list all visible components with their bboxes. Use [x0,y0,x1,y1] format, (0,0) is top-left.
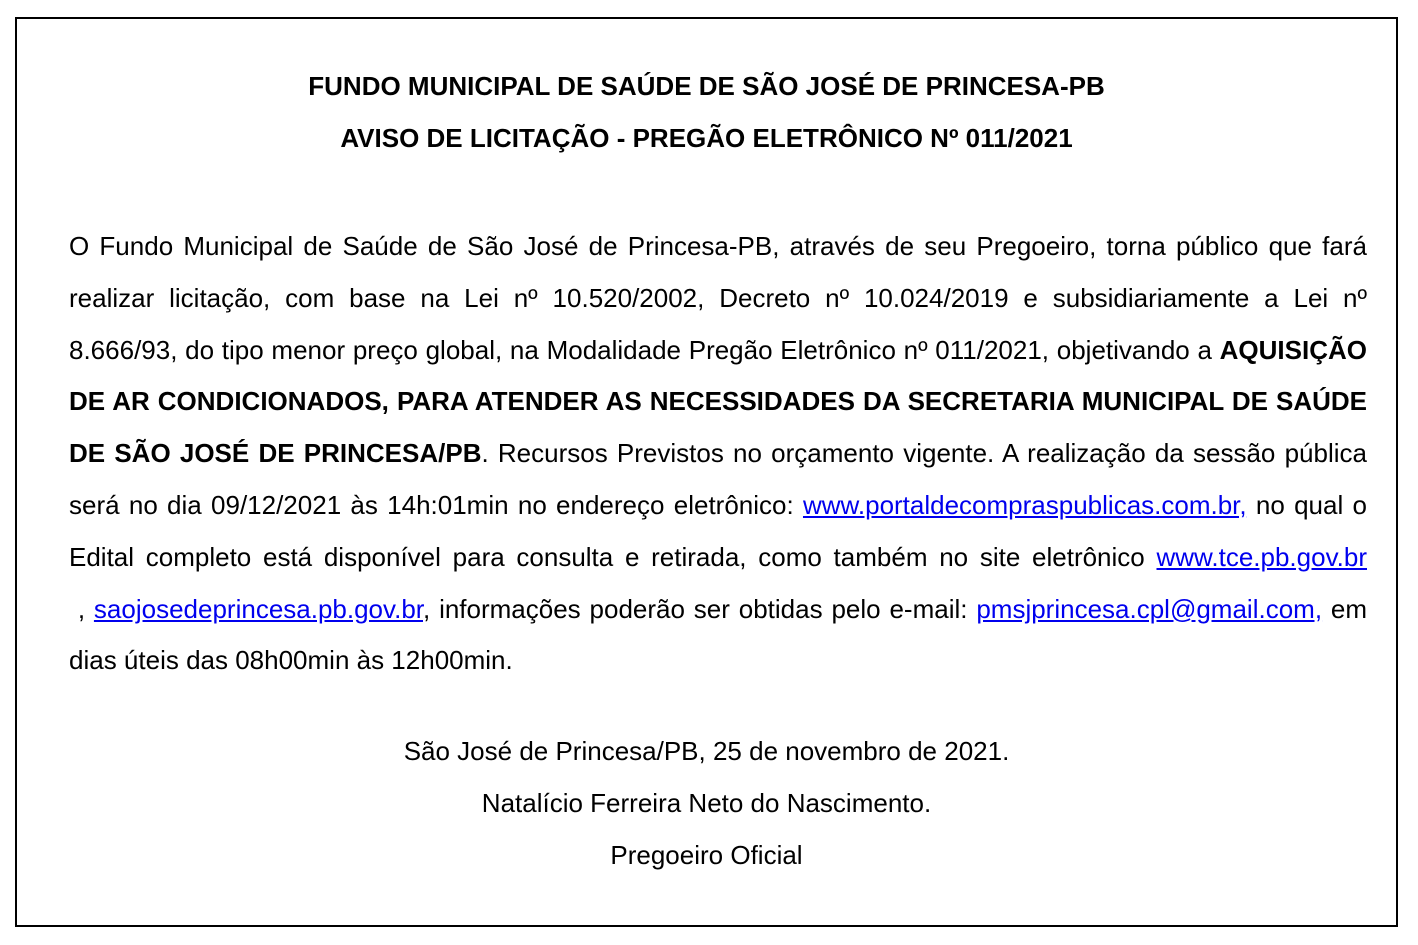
place-date: São José de Princesa/PB, 25 de novembro de 2021. [403,736,1010,766]
object-description: AQUISIÇÃO DE AR CONDICIONADOS, PARA ATENDER AS NECESSIDADES DA SECRETARIA MUNICIPAL DE SAÚDE DE SÃO JOSÉ DE PRINCESA/PB [69,334,1367,469]
email-link[interactable]: pmsjprincesa.cpl@gmail.com, [976,593,1323,624]
notice-title: FUNDO MUNICIPAL DE SAÚDE DE SÃO JOSÉ DE PRINCESA-PB [308,71,1105,101]
portal-compras-link[interactable]: www.portaldecompraspublicas.com.br, [802,489,1247,520]
signer-role: Pregoeiro Oficial [610,840,803,870]
body-email-text: , informações poderão ser obtidas pelo e-mail: [423,593,977,624]
signer-name: Natalício Ferreira Neto do Nascimento. [481,788,932,818]
body-session-text: . Recursos Previstos no orçamento vigente. A realização da sessão pública será no dia 09/12/2021 às 14h:01min no endereço eletrônico: [69,438,1367,520]
municipal-site-link[interactable]: saojosedeprincesa.pb.gov.br [93,593,423,624]
body-edital-text: no qual o Edital completo está disponível para consulta e retirada, como também no site eletrônico [69,489,1367,572]
body-hours-text: em dias úteis das 08h00min às 12h00min. [69,593,1368,676]
notice-body [69,221,1367,687]
notice-subtitle: AVISO DE LICITAÇÃO - PREGÃO ELETRÔNICO Nº 011/2021 [340,123,1073,153]
notice-frame [15,17,1398,927]
tce-site-link[interactable]: www.tce.pb.gov.br [1156,541,1367,572]
body-intro-text: O Fundo Municipal de Saúde de São José de Princesa-PB, através de seu Pregoeiro, torna público que fará realizar licitação, com base na Lei nº 10.520/2002, Decreto nº 10.024/2019 e subsidiariamente a Lei nº 8.666/93, do tipo menor preço global, na Modalidade Pregão Eletrônico nº 011/2021, objetivando a [69,231,1367,365]
body-separator-text: , [69,593,94,624]
